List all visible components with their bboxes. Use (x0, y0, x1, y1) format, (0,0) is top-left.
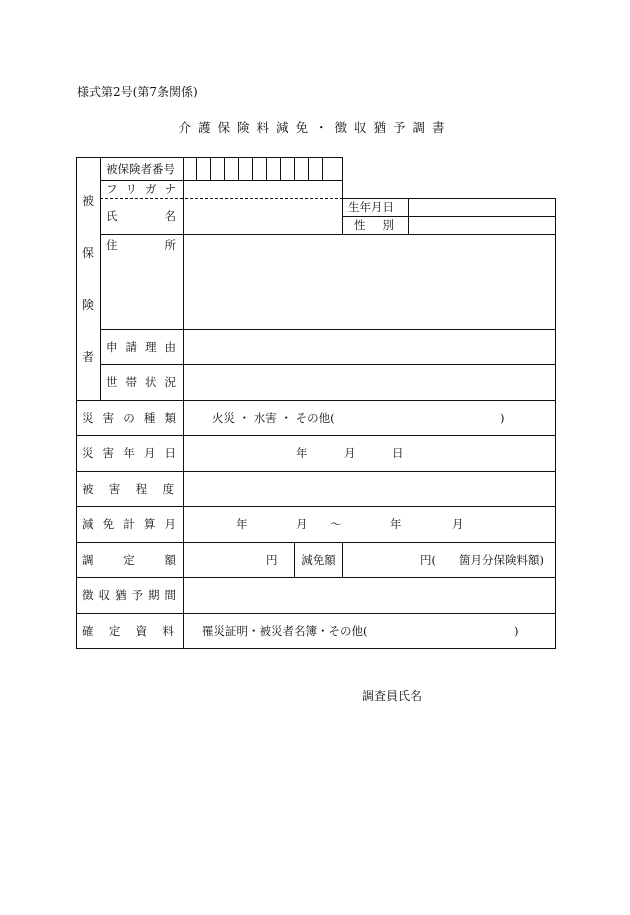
form-number: 様式第2号(第7条関係) (77, 85, 198, 99)
period-tilde: 〜 (330, 517, 342, 531)
assessed-yen: 円 (266, 552, 278, 567)
inspector-name-label: 調査員氏名 (362, 689, 423, 703)
birthdate-divider (408, 198, 409, 235)
reduction-yen: 円( (420, 552, 436, 567)
row-line (100, 234, 556, 235)
furigana-label: フ リ ガ ナ (106, 182, 176, 196)
number-box-divider (294, 157, 295, 180)
period-from-month: 月 (296, 517, 308, 531)
disaster-date-day: 日 (392, 446, 404, 460)
document-title: 介護保険料減免・徴収猶予調書 (178, 120, 452, 135)
number-box-divider (322, 157, 323, 180)
confirmation-close: ) (514, 623, 519, 638)
number-box-divider (210, 157, 211, 180)
table-bottom-border (76, 648, 556, 649)
period-to-month: 月 (452, 517, 464, 531)
table-right-border (555, 198, 556, 649)
reduction-months-label: 減 免 計 算 月 (82, 517, 176, 531)
household-status-label: 世 帯 状 況 (106, 375, 176, 389)
number-box-divider (252, 157, 253, 180)
number-box-right-border (342, 157, 343, 235)
number-box-divider (196, 157, 197, 180)
birthdate-label: 生年月日 (348, 200, 394, 214)
assessed-amount-label: 調 定 額 (82, 552, 176, 567)
confirmation-options: 罹災証明・被災者名簿・その他( (202, 623, 368, 638)
reduction-divider (342, 542, 343, 578)
months-premium-note: 箇月分保険料額) (459, 552, 544, 567)
number-box-divider (280, 157, 281, 180)
disaster-date-label: 災 害 年 月 日 (82, 446, 176, 460)
period-from-year: 年 (236, 517, 248, 531)
number-box-divider (308, 157, 309, 180)
damage-degree-label: 被 害 程 度 (82, 481, 174, 496)
sex-label: 性 別 (354, 218, 394, 232)
confirmation-material-label: 確 定 資 料 (82, 623, 174, 638)
application-reason-label: 申 請 理 由 (106, 339, 176, 354)
reduction-amount-label: 減免額 (301, 552, 336, 567)
number-box-divider (224, 157, 225, 180)
disaster-type-close: ) (500, 410, 505, 425)
disaster-date-month: 月 (344, 446, 356, 460)
name-label: 氏 名 (106, 209, 176, 223)
insured-section-label: 被 保 険 者 (81, 194, 94, 364)
disaster-date-year: 年 (296, 446, 308, 460)
disaster-type-options: 火災 ・ 水害 ・ その他( (212, 410, 335, 425)
disaster-type-label: 災 害 の 種 類 (82, 410, 176, 425)
insured-number-label: 被保険者番号 (106, 161, 175, 176)
period-to-year: 年 (390, 517, 402, 531)
number-box-divider (238, 157, 239, 180)
address-label: 住 所 (106, 238, 176, 252)
deferral-period-label: 徴 収 猶 予 期 間 (82, 588, 176, 602)
number-box-divider (266, 157, 267, 180)
label-divider (183, 157, 184, 648)
